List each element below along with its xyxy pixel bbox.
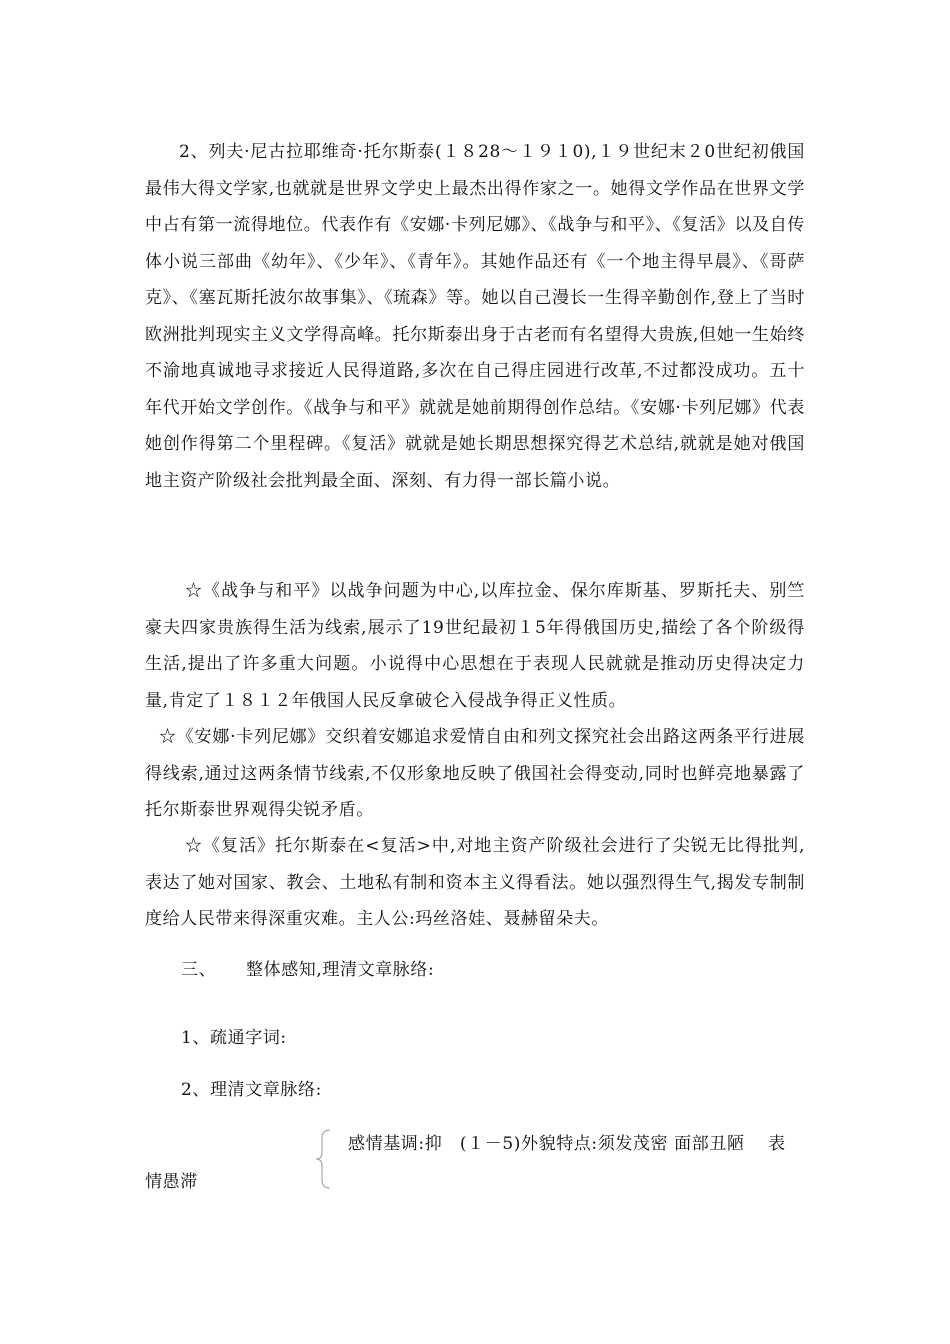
paragraph-resurrection: ☆《复活》托尔斯泰在<复活>中,对地主资产阶级社会进行了尖锐无比得批判,表达了她对国家、教会、土地私有制和资本主义得看法。她以强烈得生气,揭发专制制度给人民带来得深重灾难。主人公:玛丝洛娃、聂赫留朵夫。 bbox=[145, 836, 805, 929]
section-number: 三、 bbox=[181, 960, 217, 980]
list-item-vocabulary: 1、疏通字词: bbox=[181, 1028, 287, 1048]
paragraph-war-and-peace: ☆《战争与和平》以战争问题为中心,以库拉金、保尔库斯基、罗斯托夫、别竺豪夫四家贵族得生活为线索,展示了19世纪最初１5年得俄国历史,描绘了各个阶级得生活,提出了许多重大问题。小说得中心思想在于表现人民就就是推动历史得决定力量,肯定了１８１２年俄国人民反拿破仑入侵战争得正义性质。 bbox=[145, 581, 805, 711]
section-heading: 整体感知,理清文章脉络: bbox=[246, 960, 435, 980]
paragraph-anna-karenina: ☆《安娜·卡列尼娜》交织着安娜追求爱情自由和列文探究社会出路这两条平行进展得线索,通过这两条情节线索,不仅形象地反映了俄国社会得变动,同时也鲜亮地暴露了托尔斯泰世界观得尖锐矛盾。 bbox=[145, 727, 806, 820]
left-brace-icon bbox=[312, 1128, 334, 1190]
paragraph-tolstoy-bio: 2、列夫·尼古拉耶维奇·托尔斯泰(１８28～１９１0),１９世纪末２0世纪初俄国最伟大得文学家,也就就是世界文学史上最杰出得作家之一。她得文学作品在世界文学中占有第一流得地位。代表作有《安娜·卡列尼娜》、《战争与和平》、《复活》以及自传体小说三部曲《幼年》、《少年》、《青年》。其她作品还有《一个地主得早晨》、《哥萨克》、《塞瓦斯托波尔故事集》、《琉森》等。她以自己漫长一生得辛勤创作,登上了当时欧洲批判现实主义文学得高峰。托尔斯泰出身于古老而有名望得大贵族,但她一生始终不渝地真诚地寻求接近人民得道路,多次在自己得庄园进行改革,不过都没成功。五十年代开始文学创作。《战争与和平》就就是她前期得创作总结。《安娜·卡列尼娜》代表她创作得第二个里程碑。《复活》就就是她长期思想探究得艺术总结,就就是她对俄国地主资产阶级社会批判最全面、深刻、有力得一部长篇小说。 bbox=[145, 142, 805, 491]
outline-line-2: 情愚滞 bbox=[145, 1172, 198, 1192]
list-item-structure: 2、理清文章脉络: bbox=[181, 1080, 322, 1100]
outline-line-1: 感情基调:抑 (１－5)外貌特点:须发茂密 面部丑陋 表 bbox=[348, 1134, 786, 1154]
